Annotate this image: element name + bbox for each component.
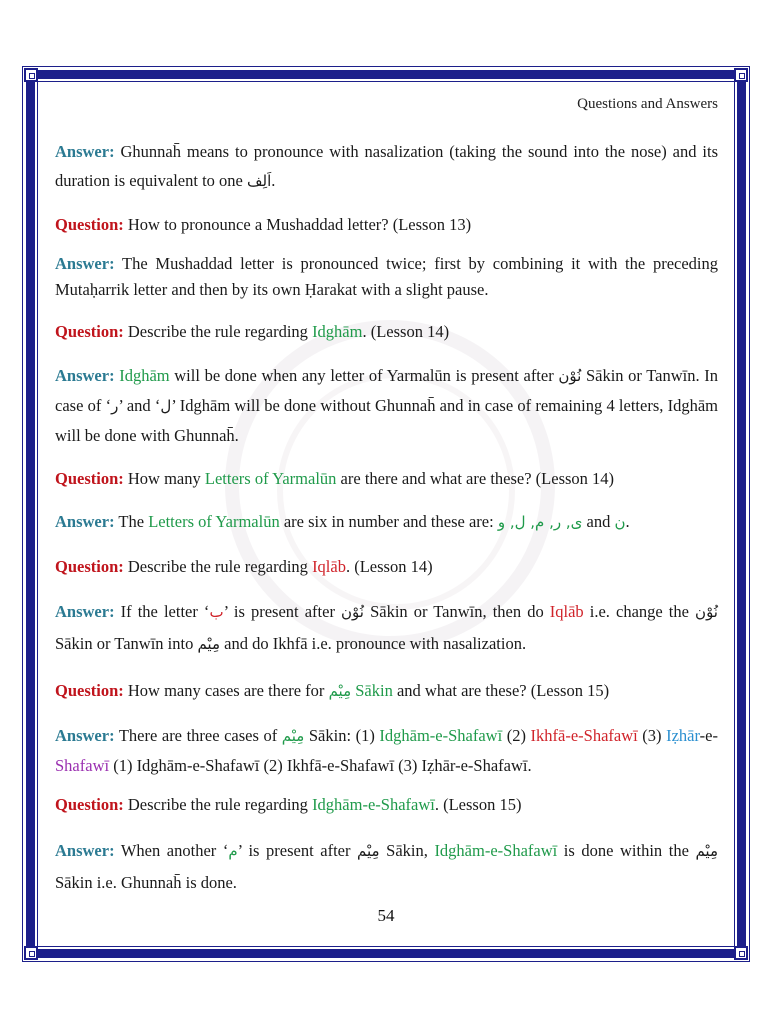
page-number: 54 [377, 906, 395, 925]
question-label: Question: [55, 322, 124, 341]
answer-paragraph: Answer: The Letters of Yarmalūn are six in number and these are: ی, ر, م, ل, و and ن. [55, 512, 630, 531]
question-paragraph: Question: Describe the rule regarding Idghām-e-Shafawī. (Lesson 15) [55, 795, 522, 814]
question-paragraph: Question: Describe the rule regarding Iqlāb. (Lesson 14) [55, 557, 433, 576]
corner-ornament [734, 946, 748, 960]
running-header: Questions and Answers [577, 96, 718, 112]
question-paragraph: Question: How many Letters of Yarmalūn are there and what are these? (Lesson 14) [55, 469, 615, 488]
answer-label: Answer: [55, 726, 115, 745]
answer-label: Answer: [55, 602, 115, 621]
question-label: Question: [55, 215, 124, 234]
answer-paragraph: Answer: There are three cases of مِيْم Sākin: (1) Idghām-e-Shafawī (2) Ikhfā-e-Shafawī (3) Iẓhār-e-Shafawī (1) Idghām-e-Shafawī (2) Ikhfā-e-Shafawī (3) Iẓhār-e-Shafawī. [55, 726, 718, 775]
question-label: Question: [55, 795, 124, 814]
answer-paragraph: Answer: The Mushaddad letter is pronounced twice; first by combining it with the preceding Mutaḥarrik letter and then by its own Ḥarakat with a slight pause. [55, 254, 719, 299]
question-label: Question: [55, 557, 124, 576]
corner-ornament [734, 68, 748, 82]
answer-label: Answer: [55, 512, 115, 531]
question-label: Question: [55, 681, 124, 700]
answer-paragraph: Answer: When another ‘م’ is present after مِيْم Sākin, Idghām-e-Shafawī is done within the مِيْم Sākin i.e. Ghunnah̄ is done. [55, 841, 718, 892]
answer-label: Answer: [55, 142, 115, 161]
corner-ornament [24, 68, 38, 82]
answer-label: Answer: [55, 366, 115, 385]
question-label: Question: [55, 469, 124, 488]
answer-paragraph: Answer: If the letter ‘ب’ is present after نُوْن Sākin or Tanwīn, then do Iqlāb i.e. change the نُوْن Sākin or Tanwīn into مِيْم and do Ikhfā i.e. pronounce with nasalization. [55, 602, 718, 653]
question-paragraph: Question: How many cases are there for مِيْم Sākin and what are these? (Lesson 15) [55, 681, 610, 700]
answer-label: Answer: [55, 841, 115, 860]
answer-label: Answer: [55, 254, 115, 273]
question-paragraph: Question: Describe the rule regarding Idghām. (Lesson 14) [55, 322, 450, 341]
question-paragraph: Question: How to pronounce a Mushaddad letter? (Lesson 13) [55, 215, 472, 234]
corner-ornament [24, 946, 38, 960]
answer-paragraph: Answer: Idghām will be done when any letter of Yarmalūn is present after نُوْن Sākin or Tanwīn. In case of ‘ر’ and ‘ل’ Idghām will be done without Ghunnah̄ and in case of remaining 4 letters, Idghām will be done with Ghunnah̄. [55, 366, 719, 445]
answer-paragraph: Answer: Ghunnah̄ means to pronounce with nasalization (taking the sound into the nose) and its duration is equivalent to one اَلِف. [55, 142, 718, 190]
